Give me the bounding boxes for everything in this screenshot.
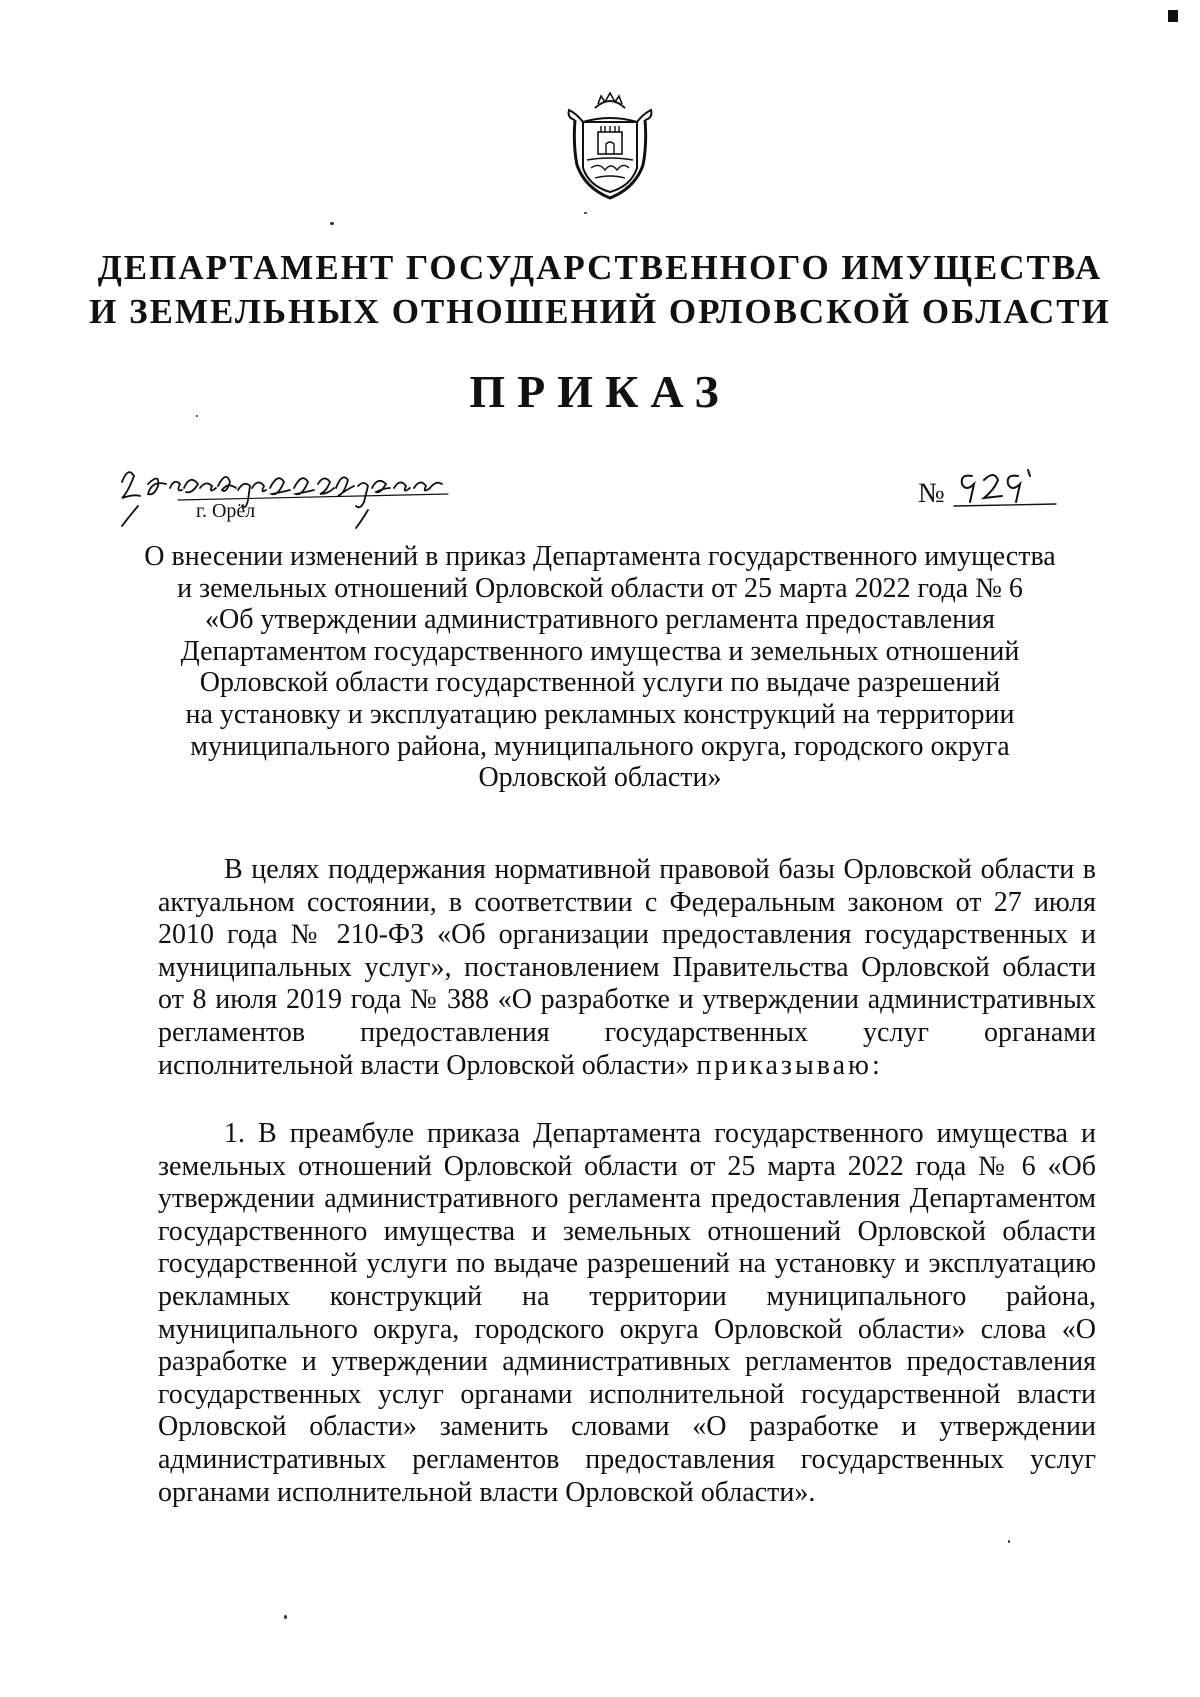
subject-line: «Об утверждении административного регламента предоставления xyxy=(205,604,995,636)
department-name-line-2: И ЗЕМЕЛЬНЫХ ОТНОШЕНИЙ ОРЛОВСКОЙ ОБЛАСТИ xyxy=(89,292,1111,331)
subject-line: на установку и эксплуатацию рекламных конструкций на территории xyxy=(185,698,1015,730)
subject-line: Орловской области государственной услуги по выдаче разрешений xyxy=(199,667,1001,699)
scan-speck xyxy=(284,1615,287,1619)
subject-line: Орловской области» xyxy=(478,762,722,794)
scan-speck xyxy=(330,222,334,225)
scan-speck xyxy=(584,212,587,214)
document-type-title: ПРИКАЗ xyxy=(469,366,731,417)
scan-speck xyxy=(1008,1540,1010,1543)
order-word: приказываю: xyxy=(696,1049,883,1081)
subject-line: Департаментом государственного имущества и земельных отношений xyxy=(180,635,1020,667)
coat-of-arms-emblem xyxy=(565,90,655,205)
preamble-text: В целях поддержания нормативной правовой базы Орловской области в актуальном состоянии, в соответствии с Федеральным законом от 27 июля 2010 года № 210-ФЗ «Об организации предоставления государственных и муниципальных услуг», постановлением Правительства Орловской области от 8 июля 2019 года № 388 «О разработке и утверждении административных регламентов предоставления государственных услуг органами исполнительной власти Орловской области» xyxy=(158,854,1096,1081)
subject-line: муниципального района, муниципального округа, городского округа xyxy=(190,730,1010,762)
department-name-line-1: ДЕПАРТАМЕНТ ГОСУДАРСТВЕННОГО ИМУЩЕСТВА xyxy=(97,248,1103,287)
order-number-label: № xyxy=(918,478,945,509)
subject-line: и земельных отношений Орловской области от 25 марта 2022 года № 6 xyxy=(177,572,1023,604)
handwritten-order-number xyxy=(950,460,1060,516)
place-of-issue: г. Орёл xyxy=(196,500,256,522)
item-1-paragraph: 1. В преамбуле приказа Департамента государственного имущества и земельных отношений Орловской области от 25 марта 2022 года № 6 «Об утверждении административного регламента предоставления Департаментом государственного имущества и земельных отношений Орловской области государственной услуги по выдаче разрешений на установку и эксплуатацию рекламных конструкций на территории муниципального района, муниципального округа, городского округа Орловской области» слова «О разработке и утверждении административных регламентов предоставления государственных услуг органами исполнительной государственной власти Орловской области» заменить словами «О разработке и утверждении административных регламентов предоставления государственных услуг органами исполнительной власти Орловской области». xyxy=(158,1118,1096,1508)
handwritten-date-signature xyxy=(118,454,478,534)
subject-line: О внесении изменений в приказ Департамента государственного имущества xyxy=(144,541,1056,572)
scan-corner-mark xyxy=(1168,10,1178,22)
preamble-paragraph xyxy=(158,854,1096,1082)
order-subject xyxy=(120,541,1080,794)
